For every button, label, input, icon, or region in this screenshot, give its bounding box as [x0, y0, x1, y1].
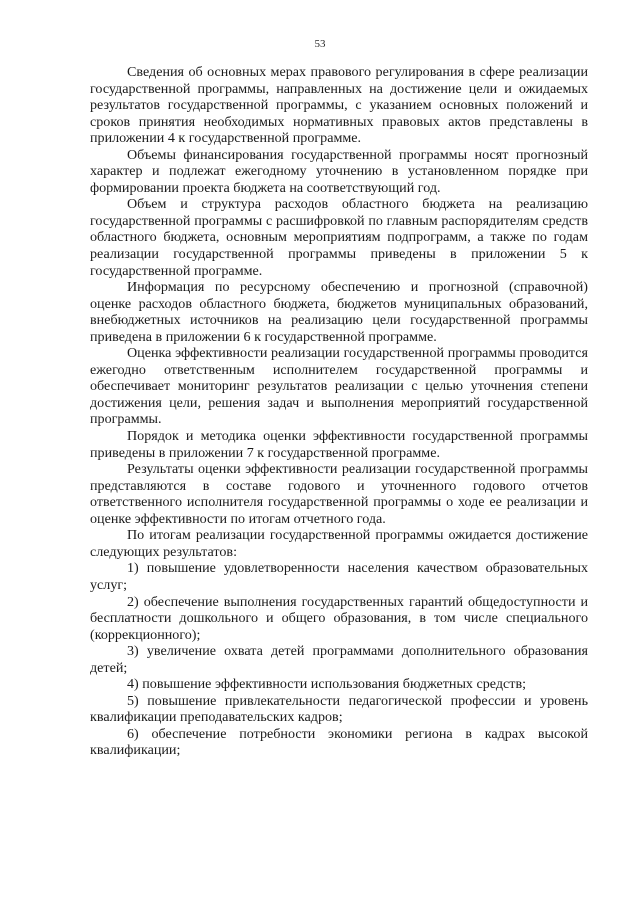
- paragraph-financing-volumes: Объемы финансирования государственной программы носят прогнозный характер и подлежат ежегодному уточнению в установленном порядке при формировании проекта бюджета на соответствующий год.: [90, 146, 588, 196]
- list-item-result-3: 3) увеличение охвата детей программами дополнительного образования детей;: [90, 643, 588, 676]
- list-item-result-4: 4) повышение эффективности использования бюджетных средств;: [127, 676, 527, 693]
- document-body: [90, 64, 588, 759]
- paragraph-assessment-methodology: Порядок и методика оценки эффективности государственной программы приведены в приложении 7 к государственной программе.: [90, 428, 588, 461]
- list-item-result-6: 6) обеспечение потребности экономики региона в кадрах высокой квалификации;: [90, 725, 588, 759]
- paragraph-assessment-results: Результаты оценки эффективности реализации государственной программы представляются в составе годового и уточненного годового отчетов ответственного исполнителя государственной программы о ходе ее реализации и оценке эффективности по итогам отчетного года.: [90, 461, 588, 527]
- paragraph-budget-structure: Объем и структура расходов областного бюджета на реализацию государственной программы с расшифровкой по главным распорядителям средств областного бюджета, основным мероприятиям подпрограмм, а также по годам реализации государственной программы приведены в приложении 5 к государственной программе.: [90, 196, 588, 279]
- paragraph-expected-results-intro: По итогам реализации государственной программы ожидается достижение следующих результатов:: [90, 527, 588, 560]
- list-item-result-2: 2) обеспечение выполнения государственных гарантий общедоступности и бесплатности дошкольного и общего образования, в том числе специального (коррекционного);: [90, 593, 588, 643]
- list-item-result-5: 5) повышение привлекательности педагогической профессии и уровень квалификации преподавательских кадров;: [90, 692, 588, 726]
- paragraph-efficiency-assessment: Оценка эффективности реализации государственной программы проводится ежегодно ответственным исполнителем государственной программы и обеспечивает мониторинг результатов реализации с целью уточнения степени достижения цели, решения задач и выполнения мероприятий государственной программы.: [90, 345, 588, 428]
- paragraph-resource-information: Информация по ресурсному обеспечению и прогнозной (справочной) оценке расходов областного бюджета, бюджетов муниципальных образований, внебюджетных источников на реализацию цели государственной программы приведена в приложении 6 к государственной программе.: [90, 279, 588, 345]
- list-item-result-1: 1) повышение удовлетворенности населения качеством образовательных услуг;: [90, 560, 588, 593]
- page-number: 53: [314, 38, 326, 50]
- paragraph-legal-regulation: Сведения об основных мерах правового регулирования в сфере реализации государственной программы, направленных на достижение цели и ожидаемых результатов государственной программы, с указанием основных положений и сроков принятия необходимых нормативных правовых актов представлены в приложении 4 к государственной программе.: [90, 64, 588, 147]
